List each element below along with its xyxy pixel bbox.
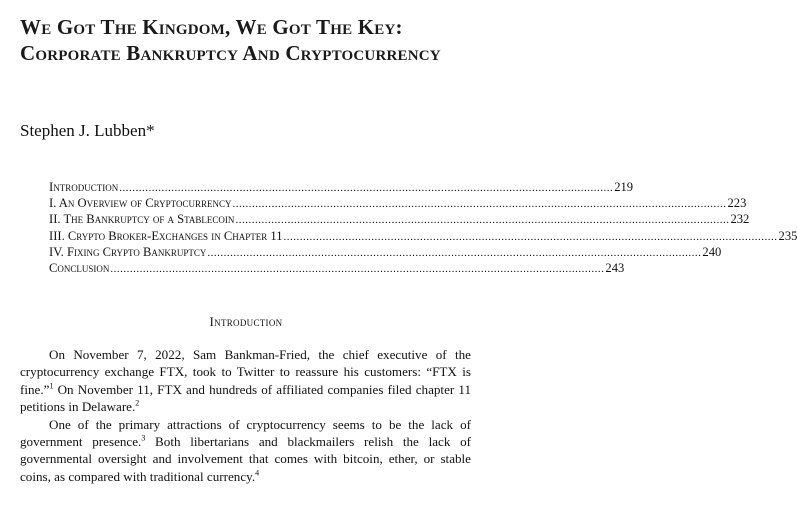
toc-entry-page: 235 xyxy=(778,228,797,243)
toc-entry[interactable] xyxy=(49,195,747,211)
article-title: We Got The Kingdom, We Got The Key: Corporate Bankruptcy And Cryptocurrency xyxy=(20,15,441,65)
article-body xyxy=(20,346,471,485)
toc-entry[interactable] xyxy=(49,211,750,227)
toc-leader-dots: ........................................................................................................................................................ xyxy=(119,182,614,194)
author-name: Stephen J. Lubben* xyxy=(20,121,155,140)
paragraph-text: On November 11, FTX and hundreds of affiliated companies filed chapter 11 petitions in Delaware. xyxy=(20,381,471,415)
table-of-contents xyxy=(49,179,797,276)
section-heading: Introduction xyxy=(209,314,283,329)
toc-entry-label: Introduction xyxy=(49,180,119,194)
toc-entry-label: Conclusion xyxy=(49,260,110,275)
toc-entry[interactable] xyxy=(49,244,722,260)
toc-entry-label: II. The Bankruptcy of a Stablecoin xyxy=(49,212,235,227)
paragraph-text: On November 7, 2022, Sam Bankman-Fried, the chief executive of the cryptocurrency exchange FTX, took to Twitter to reassure his customers: “FTX is fine.” xyxy=(20,347,471,397)
toc-entry-page: 219 xyxy=(614,180,634,194)
paragraph-text: One of the primary attractions of cryptocurrency seems to be the lack of government presence. xyxy=(20,416,471,450)
toc-leader-dots: ........................................................................................................................................................ xyxy=(207,246,702,259)
body-paragraph xyxy=(20,346,471,416)
footnote-marker[interactable]: 4 xyxy=(255,468,260,478)
toc-entry[interactable] xyxy=(49,260,625,276)
toc-leader-dots: ........................................................................................................................................................ xyxy=(235,214,730,227)
toc-leader-dots: ........................................................................................................................................................ xyxy=(110,262,605,275)
toc-entry-label: III. Crypto Broker-Exchanges in Chapter 11 xyxy=(49,228,283,243)
footnote-marker[interactable]: 1 xyxy=(49,381,54,391)
toc-entry[interactable] xyxy=(49,179,634,195)
body-paragraph xyxy=(20,416,471,486)
toc-leader-dots: ........................................................................................................................................................ xyxy=(232,198,727,211)
toc-entry-page: 223 xyxy=(727,196,747,211)
footnote-marker[interactable]: 3 xyxy=(141,433,146,443)
toc-entry-label: I. An Overview of Cryptocurrency xyxy=(49,196,232,211)
toc-entry-page: 232 xyxy=(730,212,750,227)
toc-entry-label: IV. Fixing Crypto Bankruptcy xyxy=(49,244,207,259)
paragraph-text: Both libertarians and blackmailers relish the lack of governmental oversight and involvement that comes with bitcoin, ether, or stable coins, as compared with traditional currency. xyxy=(20,434,471,484)
toc-entry-page: 240 xyxy=(702,244,722,259)
toc-entry[interactable] xyxy=(49,228,797,244)
footnote-marker[interactable]: 2 xyxy=(135,398,140,408)
toc-entry-page: 243 xyxy=(605,260,625,275)
toc-leader-dots: ........................................................................................................................................................ xyxy=(283,230,778,243)
